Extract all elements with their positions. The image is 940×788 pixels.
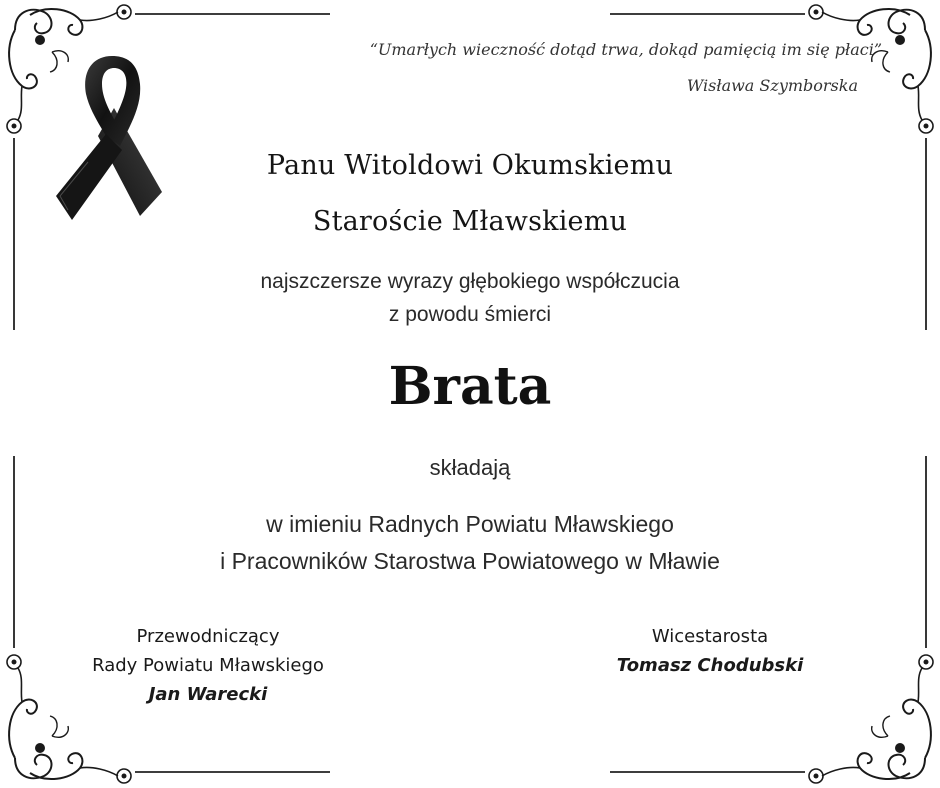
condolence-line-1: najszczersze wyrazy głębokiego współczucia (260, 270, 680, 293)
on-behalf-line-1: w imieniu Radnych Powiatu Mławskiego (266, 511, 674, 537)
deceased-relation: Brata (388, 356, 552, 417)
condolence-verb: składają (429, 455, 511, 480)
on-behalf-line-2: i Pracowników Starostwa Powiatowego w Mławie (220, 548, 720, 574)
signature-left-name: Jan Warecki (148, 684, 268, 705)
signature-right (530, 622, 890, 680)
mourning-ribbon-icon (52, 50, 168, 222)
signature-left-title-2: Rady Powiatu Mławskiego (92, 655, 324, 676)
signature-right-title-1: Wicestarosta (651, 626, 769, 647)
epigraph-quote: “Umarłych wieczność dotąd trwa, dokąd pamięcią im się płaci” (369, 40, 882, 59)
condolence-line-2: z powodu śmierci (388, 303, 552, 326)
signature-right-name: Tomasz Chodubski (616, 655, 804, 676)
epigraph-author: Wisława Szymborska (686, 76, 858, 95)
signature-left-title-1: Przewodniczący (136, 626, 280, 647)
signature-left (28, 622, 388, 709)
addressee-name: Panu Witoldowi Okumskiemu (266, 150, 674, 181)
addressee-title: Staroście Mławskiemu (312, 206, 628, 237)
ornamental-corner-icon (809, 5, 933, 133)
